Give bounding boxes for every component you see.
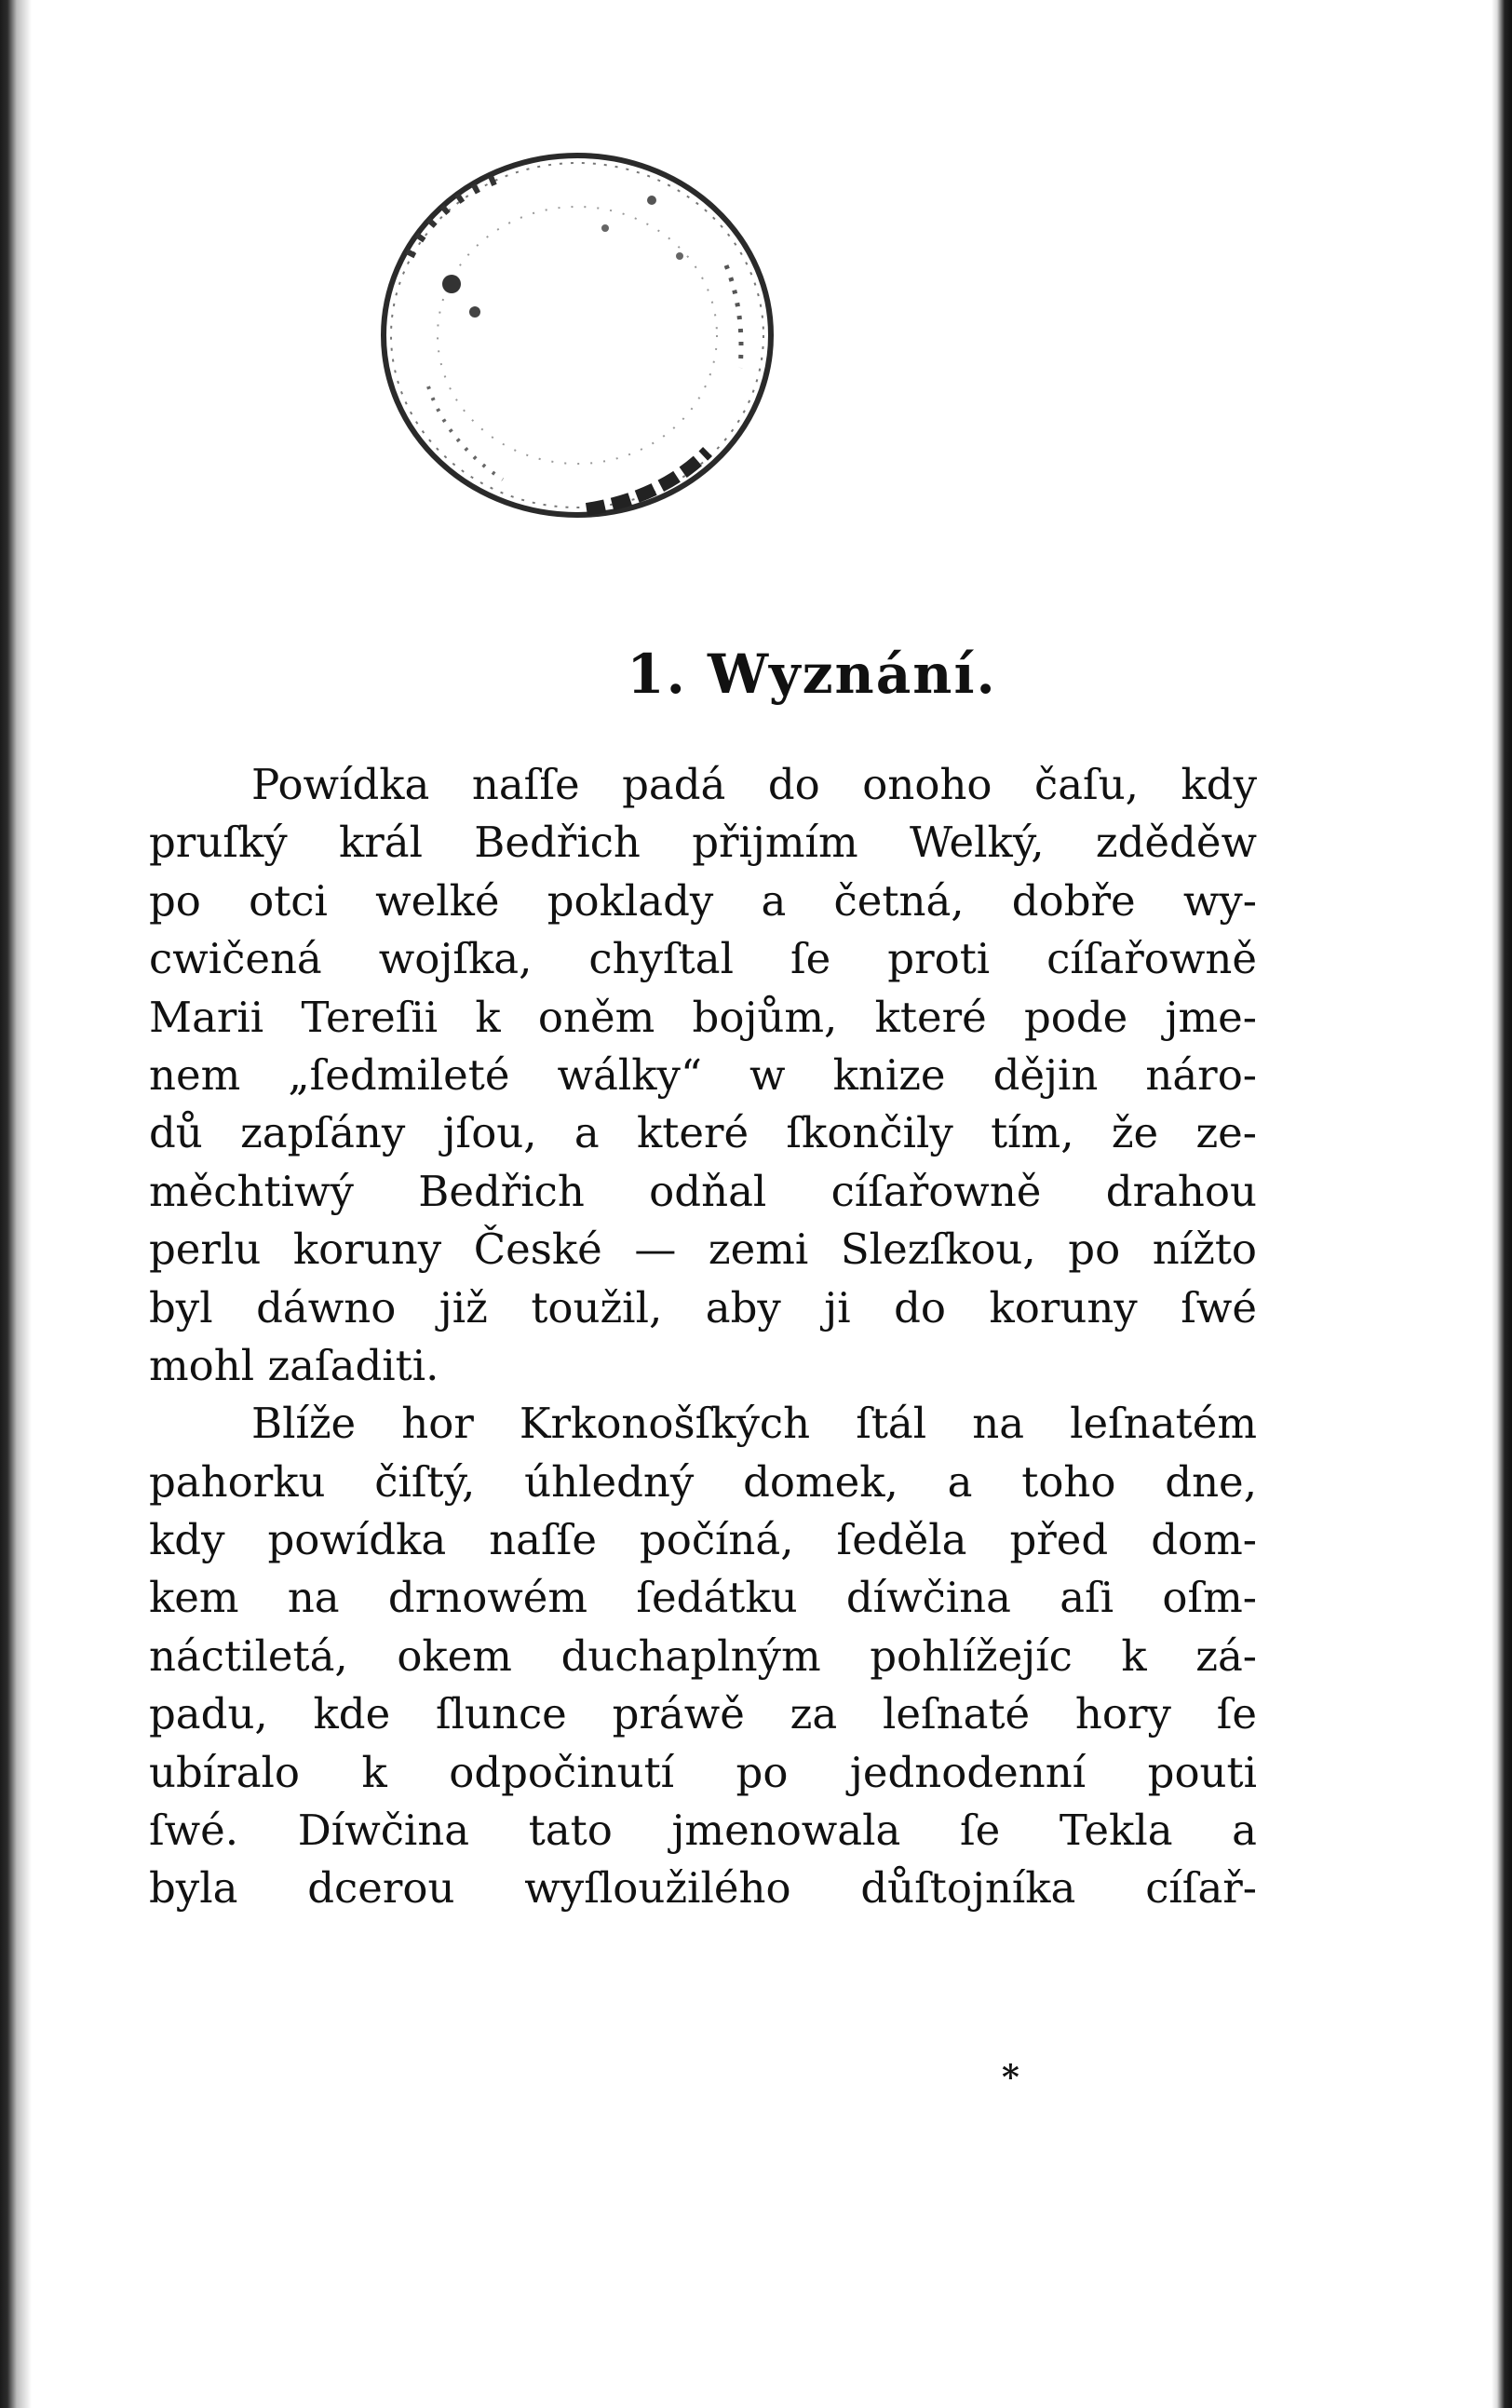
text-line: náctiletá, okem duchaplným pohlížejíc k zá- [149,1630,1257,1681]
library-stamp [372,144,782,526]
text-line: Powídka naſſe padá do onoho čaſu, kdy [251,760,1257,809]
text-line: ubíralo k odpočinutí po jednodenní pouti [149,1747,1257,1797]
text-line: Blíže hor Krkonošſkých ſtál na leſnatém [251,1399,1257,1449]
chapter-title: 1. Wyznání. [627,643,997,706]
text-line: perlu koruny České — zemi Slezſkou, po nížto [149,1224,1257,1275]
text-line: Marii Tereſii k oněm bojům, které pode jme- [149,992,1257,1042]
body-text [149,756,1257,1918]
text-line: kem na drnowém ſedátku díwčina aſi oſm- [149,1573,1257,1623]
right-page-edge [1492,0,1512,2408]
text-line: ſwé. Díwčina tato jmenowala ſe Tekla a [149,1806,1257,1856]
text-line: byla dcerou wyſloužilého důſtojníka cíſař- [149,1863,1257,1914]
text-line: dů zapſány jſou, a které ſkončily tím, že ze- [149,1108,1257,1158]
signature-mark: * [1002,2058,1019,2097]
text-line: pruſký král Bedřich přijmím Welký, zděděw [149,818,1257,868]
text-line: cwičená wojſka, chyſtal ſe proti cíſařowně [149,934,1257,984]
text-line: mohl zaſaditi. [149,1340,439,1390]
text-line: padu, kde ſlunce práwě za leſnaté hory ſe [149,1689,1257,1739]
text-line: nem „ſedmileté wálky“ w knize dějin náro- [149,1049,1257,1100]
text-line: měchtiwý Bedřich odňal cíſařowně drahou [149,1166,1257,1216]
left-page-edge [0,0,32,2408]
text-line: pahorku čiſtý, úhledný domek, a toho dne, [149,1456,1257,1507]
text-line: po otci welké poklady a četná, dobře wy- [149,875,1257,926]
text-line: byl dáwno již toužil, aby ji do koruny ſwé [149,1282,1257,1333]
text-line: kdy powídka naſſe počíná, ſeděla před dom- [149,1515,1257,1565]
